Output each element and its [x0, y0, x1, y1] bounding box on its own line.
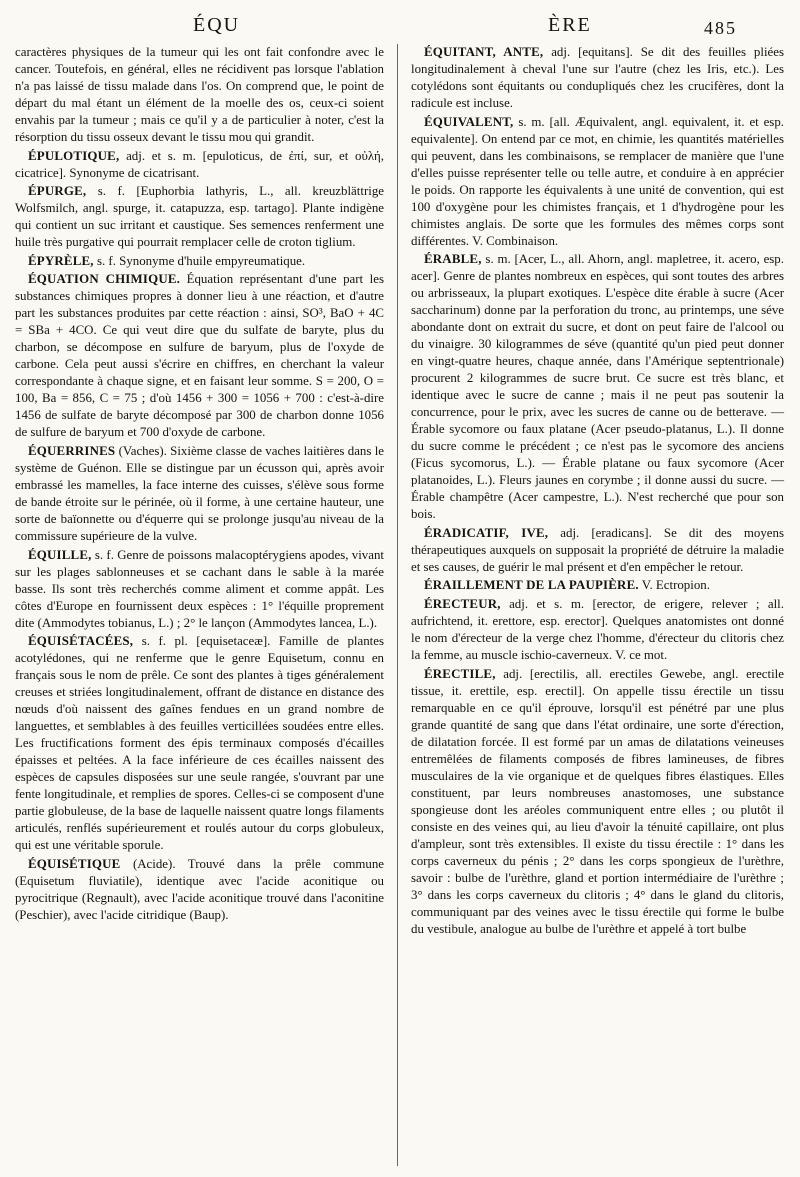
entry-headword: ÉQUIVALENT,	[424, 114, 514, 129]
entry-headword: ÉRADICATIF, IVE,	[424, 525, 549, 540]
entry-headword: ÉQUERRINES	[28, 443, 116, 458]
entry-text: V. Ectropion.	[641, 578, 710, 593]
running-header	[0, 0, 800, 44]
entry-headword: ÉPULOTIQUE,	[28, 148, 120, 163]
entry-text: adj. et s. m. [epuloticus, de ἐπί, sur, et οὐλή, cicatrice]. Synonyme de cicatrisant.	[15, 148, 384, 180]
dictionary-entry	[15, 633, 384, 854]
entry-text: s. f. Synonyme d'huile empyreumatique.	[96, 253, 306, 268]
entry-headword: ÉRECTEUR,	[424, 596, 501, 611]
entry-text: Équation représentant d'une part les substances chimiques propres à donner lieu à une réaction, et d'autre part les substances produites par cette réaction : ainsi, SO³, BaO + 4C = SBa + 4CO. Ce qui veut dire que du sulfate de baryte, plus du charbon, se décompose en sulfure de baryum, plus de l'oxyde de carbone. Cela peut aussi s'écrire en chiffres, en cherchant la valeur correspondante à chaque signe, et en faisant leur somme. S = 200, O = 100, Ba = 856, C = 75 ; d'où 1456 + 300 = 1056 + 700 : c'est-à-dire 1456 de sulfate de baryte décomposé par 300 de charbon donne 1056 de sulfure de baryum et 700 d'oxyde de carbone.	[15, 272, 384, 440]
entry-text: adj. [eradicans]. Se dit des moyens thérapeutiques auxquels on supposait la propriété de détruire la maladie et ses causes, de guérir le mal présent et d'en empêcher le retour.	[411, 525, 784, 574]
entry-headword: ÉRABLE,	[424, 252, 482, 267]
dictionary-entry	[15, 271, 384, 441]
entry-text: (Vaches). Sixième classe de vaches laitières dans le système de Guénon. Elle se distingue par un écusson qui, après avoir embrassé les mamelles, la face interne des cuisses, s'élève sous forme de bande étroite sur le périnée, où il forme, à une certaine hauteur, une sorte de baïonnette ou d'équerre qui se prolonge jusqu'au niveau de la commissure supérieure de la vulve.	[15, 443, 384, 543]
entry-text: s. m. [Acer, L., all. Ahorn, angl. mapletree, it. acero, esp. acer]. Genre de plantes nombreux en espèces, qui sont toutes des arbres ou arbrisseaux, la plupart exotiques. L'espèce dite érable à sucre (Acer saccharinum) donne par la perforation du tronc, au printemps, une séve abondante dont on extrait du sucre, et dont on peut faire de l'alcool ou du vinaigre. 30 kilogrammes de séve (quantité qu'un pied peut donner en vingt-quatre heures, chaque année, dans l'Amérique septentrionale) procurent 2 kilogrammes de sucre brut. Ce sucre est très blanc, et identique avec le sucre de canne ; mais il ne peut pas soutenir la concurrence, pour le prix, avec les sucres de canne ou de betterave. — Érable sycomore ou faux platane (Acer pseudo-platanus, L.). Il donne du sucre comme le précédent ; ce n'est pas le sycomore des anciens (Ficus sycomorus, L.). — Érable platane ou faux sycomore (Acer platanoides, L.). Fleurs jaunes en corymbe ; il donne aussi du sucre. — Érable champêtre (Acer campestre, L.). N'est recherché que pour son bois.	[411, 252, 784, 522]
dictionary-entry	[411, 596, 784, 664]
entry-text: (Acide). Trouvé dans la prêle commune (Equisetum fluviatile), identique avec l'acide aconitique ou pyrocitrique (Regnault), avec l'acide aconitique trouvé dans l'aconitine (Peschier), avec l'acide citridique (Baup).	[15, 856, 384, 922]
dictionary-entry	[411, 114, 784, 250]
left-column	[15, 44, 384, 925]
entry-text: s. f. [Euphorbia lathyris, L., all. kreuzblättrige Wolfsmilch, angl. spurge, it. catapuzza, esp. tartago]. Plante indigène qui contient un suc irritant et caustique. Ses semences renferment une huile très purgative qui pourrait remplacer celle de croton tiglium.	[15, 184, 384, 250]
entry-headword: ÉPURGE,	[28, 184, 87, 199]
dictionary-entry	[15, 443, 384, 545]
left-running-head: ÉQU	[193, 14, 241, 36]
dictionary-entry	[411, 666, 784, 938]
entry-text: s. m. [all. Æquivalent, angl. equivalent, it. et esp. equivalente]. On entend par ce mot, en chimie, les quantités matérielles qui peuvent, dans les combinaisons, se remplacer de manière que l'une d'elles puisse représenter telle ou telle autre, et conduire à en apprécier le poids. On rapporte les équivalents à une unité de convention, qui est 100 d'oxygène pour les chimistes français, et 1 d'hydrogène pour les chimistes anglais. De sorte que les formules des mêmes corps sont différentes. V. Combinaison.	[411, 114, 784, 248]
dictionary-entry	[15, 253, 384, 270]
dictionary-entry	[15, 547, 384, 632]
dictionary-entry	[15, 148, 384, 182]
entry-text: adj. et s. m. [erector, de erigere, relever ; all. aufrichtend, it. erettore, esp. erector]. Quelques anatomistes ont donné le nom d'érecteur de la verge chez l'homme, d'érecteur du clitoris chez la femme, au muscle ischio-caverneux. V. ce mot.	[411, 596, 784, 662]
entry-text: s. f. pl. [equisetaceæ]. Famille de plantes acotylédones, qui ne renferme que le genre Equisetum, connu en français sous le nom de prêle. Ce sont des plantes à tiges généralement creuses et striées longitudinalement, offrant de distance en distance des nœuds d'où naissent des gaînes fendues en un grand nombre de languettes, et semblables à des feuilles verticillées soudées entre elles. Les fructifications forment des épis terminaux composés d'écailles épaisses et peltées. A la face inférieure de ces écailles naissent des espèces de capsules disposées sur une seule rangée, s'ouvrant par une fente longitudinale, et remplies de spores. Celles-ci se composent d'une partie globuleuse, de la base de laquelle naissent quatre longs filaments articulés, renflés supérieurement et roulés autour du corps globuleux, qui est une véritable sporule.	[15, 634, 384, 853]
dictionary-entry	[15, 183, 384, 251]
dictionary-entry	[411, 44, 784, 112]
entry-headword: ÉRAILLEMENT DE LA PAUPIÈRE.	[424, 578, 639, 593]
entry-headword: ÉRECTILE,	[424, 666, 496, 681]
entry-headword: ÉPYRÈLE,	[28, 253, 94, 268]
entry-text: s. f. Genre de poissons malacoptérygiens apodes, vivant sur les plages sablonneuses et se cachant dans le sable à la marée basse. Ils sont très recherchés comme aliment et comme appât. Les côtes d'Europe en fournissent deux espèces : 1° l'équille proprement dite (Ammodytes tobianus, L.) ; 2° le lançon (Ammodytes lancea, L.).	[15, 547, 384, 630]
right-column	[411, 44, 784, 939]
entry-text: caractères physiques de la tumeur qui les ont fait confondre avec le cancer. Toutefois, en général, elles ne récidivent pas lorsque l'ablation n'a pas laissé de tissu malade dans l'os. On comprend que, le point de départ du mal étant un élément de la moelle des os, ceux-ci soient envahis par la tumeur ; mais ce qu'il y a de particulier à noter, c'est la résorption du tissu osseux devant le tissu mou qui grandit.	[15, 45, 384, 144]
entry-text: adj. [equitans]. Se dit des feuilles pliées longitudinalement à cheval l'une sur l'autre (chez les Iris, etc.). Les cotylédons sont équitants ou condupliqués chez les crucifères, dont la radicule est incluse.	[411, 45, 784, 110]
column-divider	[397, 44, 398, 1166]
entry-headword: ÉQUISÉTACÉES,	[28, 634, 134, 649]
dictionary-entry	[411, 577, 784, 594]
right-running-head: ÈRE	[548, 14, 592, 36]
dictionary-entry	[411, 525, 784, 576]
entry-text: adj. [erectilis, all. erectiles Gewebe, angl. erectile tissue, it. erettile, esp. erectil]. On appelle tissu érectile un tissu remarquable en ce qu'il éprouve, lorsqu'il est pénétré par une plus grande quantité de sang que dans l'état ordinaire, une sorte d'érection, de dilatation forcée. Il est formé par un amas de dilatations veineuses entremêlées de filaments composés de fibres lamineuses, de fibres musculaires de la vie organique et de quelques fibres élastiques. Elles constituent, par leurs nombreuses anastomoses, une substance spongieuse dont les aréoles communiquent entre elles ; ou plutôt il consiste en des veines qui, au lieu d'avoir la ténuité capillaire, ont plus d'ampleur, sont très extensibles. Il existe du tissu érectile : 1° dans les corps caverneux du pénis ; 2° dans les corps spongieux de l'urèthre, savoir : bulbe de l'urèthre, gland et portion intermédiaire de l'urèthre ; 3° dans les corps caverneux du clitoris ; 4° dans le gland du clitoris, communiquant par des veines avec le tissu érectile qui forme le bulbe du vestibule, analogue au bulbe de l'urèthre et appelé à tort bulbe	[411, 666, 784, 936]
entry-headword: ÉQUILLE,	[28, 547, 92, 562]
dictionary-entry	[15, 44, 384, 146]
entry-headword: ÉQUISÉTIQUE	[28, 856, 121, 871]
entry-headword: ÉQUITANT, ANTE,	[424, 45, 544, 59]
page-number: 485	[704, 18, 737, 38]
entry-headword: ÉQUATION CHIMIQUE.	[28, 272, 181, 287]
dictionary-entry	[411, 251, 784, 523]
dictionary-entry	[15, 856, 384, 924]
